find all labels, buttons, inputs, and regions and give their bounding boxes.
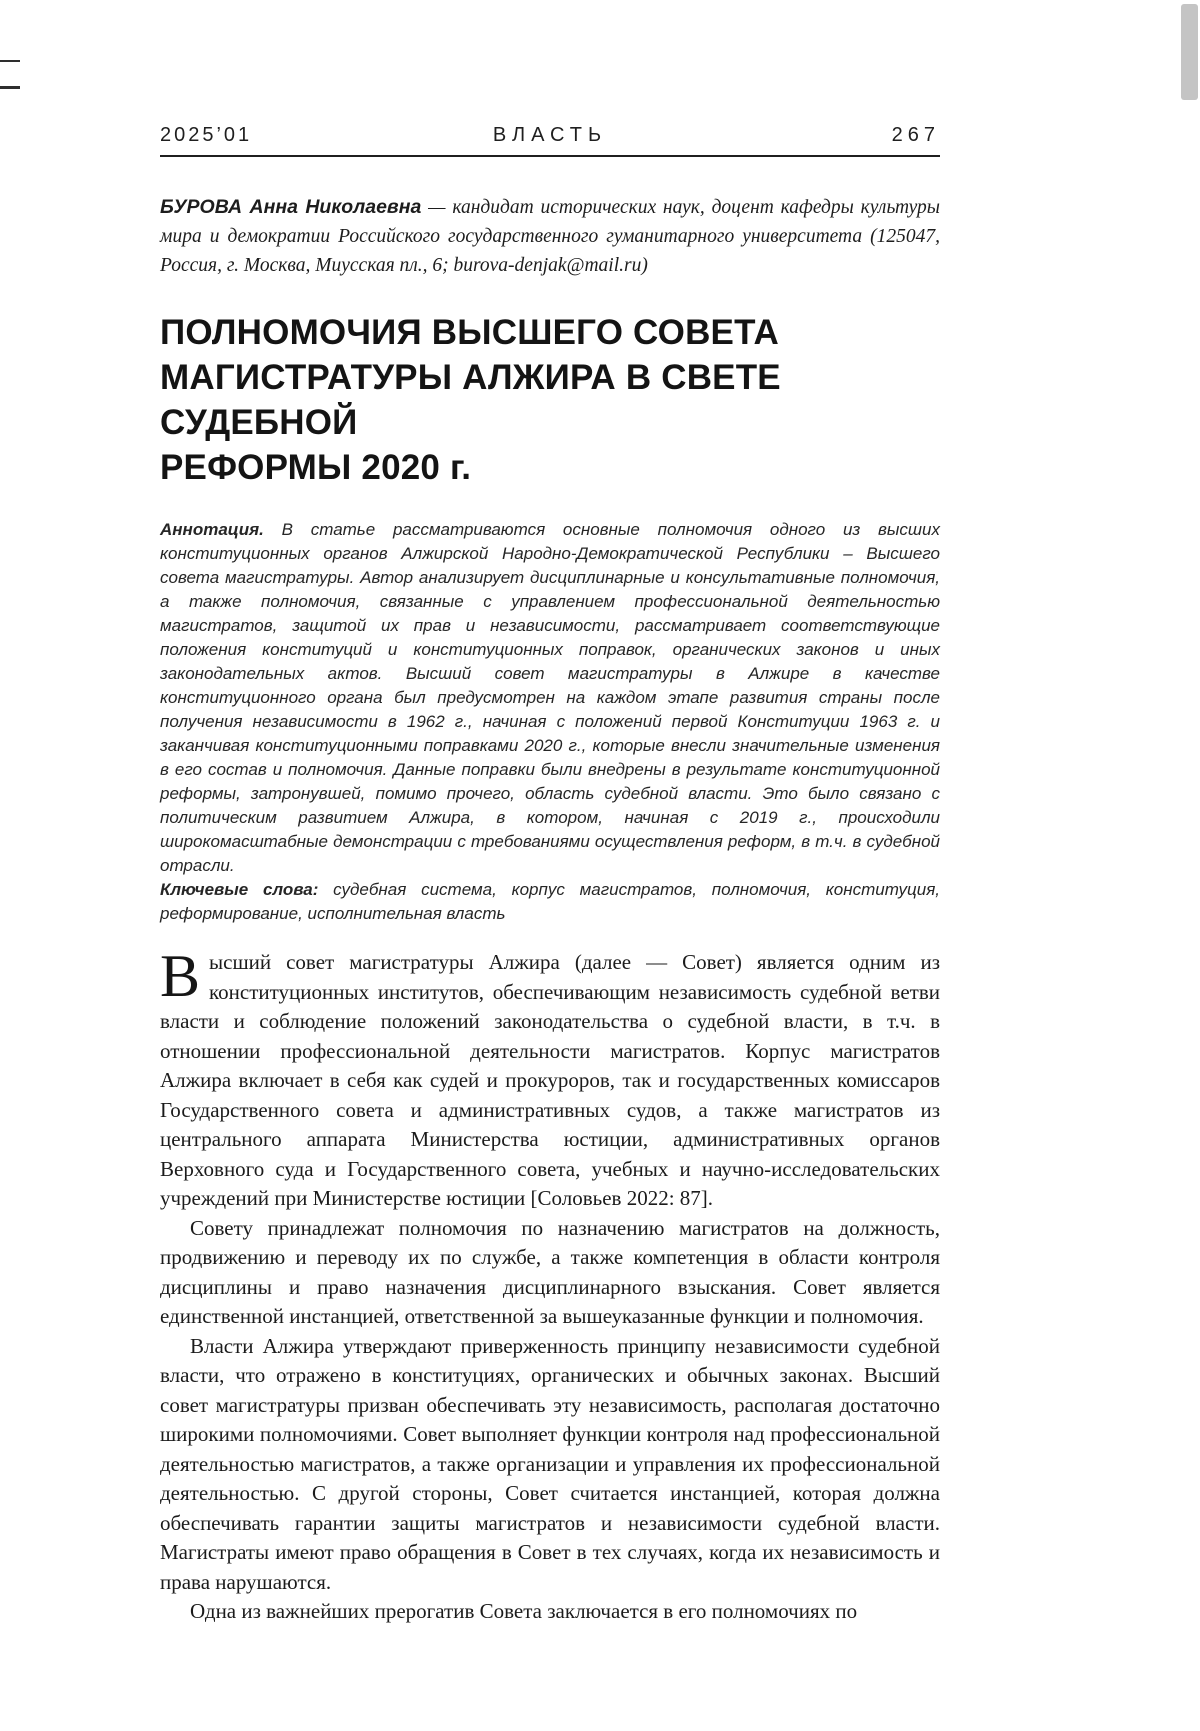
abstract-label: Аннотация.: [160, 520, 264, 539]
title-line: МАГИСТРАТУРЫ АЛЖИРА В СВЕТЕ СУДЕБНОЙ: [160, 358, 781, 442]
scrollbar-thumb[interactable]: [1181, 4, 1198, 100]
running-header: [160, 124, 940, 147]
author-affiliation: — кандидат исторических наук, доцент кафедры культуры мира и демократии Российского государственного гуманитарного университета (125047, Россия, г. Москва, Миусская пл., 6; burova-denjak@mail.ru): [160, 197, 941, 276]
keywords: [160, 878, 940, 926]
scan-mark: [0, 60, 20, 62]
article-title: [160, 310, 940, 490]
paragraph: Власти Алжира утверждают приверженность принципу независимости судебной власти, что отражено в конституциях, органических и обычных законах. Высший совет магистратуры призван обеспечивать эту независимость, располагая достаточно широкими полномочиями. Совет выполняет функции контроля над профессиональной деятельностью магистратов, а также организации и управления их профессиональной деятельностью. С другой стороны, Совет считается инстанцией, которая должна обеспечивать гарантии защиты магистратов и независимости судебной власти. Магистраты имеют право обращения в Совет в тех случаях, когда их независимость и права нарушаются.: [160, 1333, 940, 1594]
title-line: РЕФОРМЫ 2020 г.: [160, 448, 472, 487]
page-content: [160, 0, 940, 1627]
header-rule: [160, 155, 940, 157]
keywords-label: Ключевые слова:: [160, 880, 319, 899]
scan-mark: [0, 86, 20, 89]
paragraph: Совету принадлежат полномочия по назначению магистратов на должность, продвижению и переводу их по службе, а также компетенция в области контроля дисциплины и право назначения дисциплинарного взыскания. Совет является единственной инстанцией, ответственной за вышеуказанные функции и полномочия.: [160, 1215, 940, 1328]
article-body: [160, 943, 940, 1627]
drop-cap: В: [160, 943, 201, 1009]
paragraph: [160, 943, 940, 1214]
issue-label: 2025’01: [160, 124, 253, 146]
paragraph: Одна из важнейших прерогатив Совета заключается в его полномочиях по: [190, 1599, 858, 1623]
paragraph-text: ысший совет магистратуры Алжира (далее — Совет) является одним из конституционных институтов, обеспечивающим независимость судебной ветви власти и соблюдение положений законодательства о судебной власти, в т.ч. в отношении профессиональной деятельности магистратов. Корпус магистратов Алжира включает в себя как судей и прокуроров, так и государственных комиссаров Государственного совета и административных судов, а также магистратов из центрального аппарата Министерства юстиции, административных органов Верховного суда и Государственного совета, учебных и научно-исследовательских учреждений при Министерстве юстиции [Соловьев 2022: 87].: [160, 950, 940, 1210]
title-line: ПОЛНОМОЧИЯ ВЫСШЕГО СОВЕТА: [160, 313, 779, 352]
abstract-text: В статье рассматриваются основные полномочия одного из высших конституционных органов Алжирской Народно-Демократической Республики – Высшего совета магистратуры. Автор анализирует дисциплинарные и консультативные полномочия, а также полномочия, связанные с управлением профессиональной деятельностью магистратов, защитой их прав и независимости, рассматривает соответствующие положения конституций и конституционных поправок, органических законов и иных законодательных актов. Высший совет магистратуры в Алжире в качестве конституционного органа был предусмотрен на каждом этапе развития страны после получения независимости в 1962 г., начиная с положений первой Конституции 1963 г. и заканчивая конституционными поправками 2020 г., которые внесли значительные изменения в его состав и полномочия. Данные поправки были внедрены в результате конституционной реформы, затронувшей, помимо прочего, область судебной власти. Это было связано с политическим развитием Алжира, в котором, начиная с 2019 г., происходили широкомасштабные демонстрации с требованиями осуществления реформ, в т.ч. в судебной отрасли.: [160, 520, 940, 875]
journal-title: ВЛАСТЬ: [492, 124, 608, 146]
abstract: [160, 518, 940, 878]
author-block: [160, 193, 940, 280]
keywords-text: судебная система, корпус магистратов, полномочия, конституция, реформирование, исполнительная власть: [160, 880, 940, 923]
author-name: БУРОВА Анна Николаевна: [160, 196, 422, 218]
page-number: 267: [891, 124, 941, 146]
